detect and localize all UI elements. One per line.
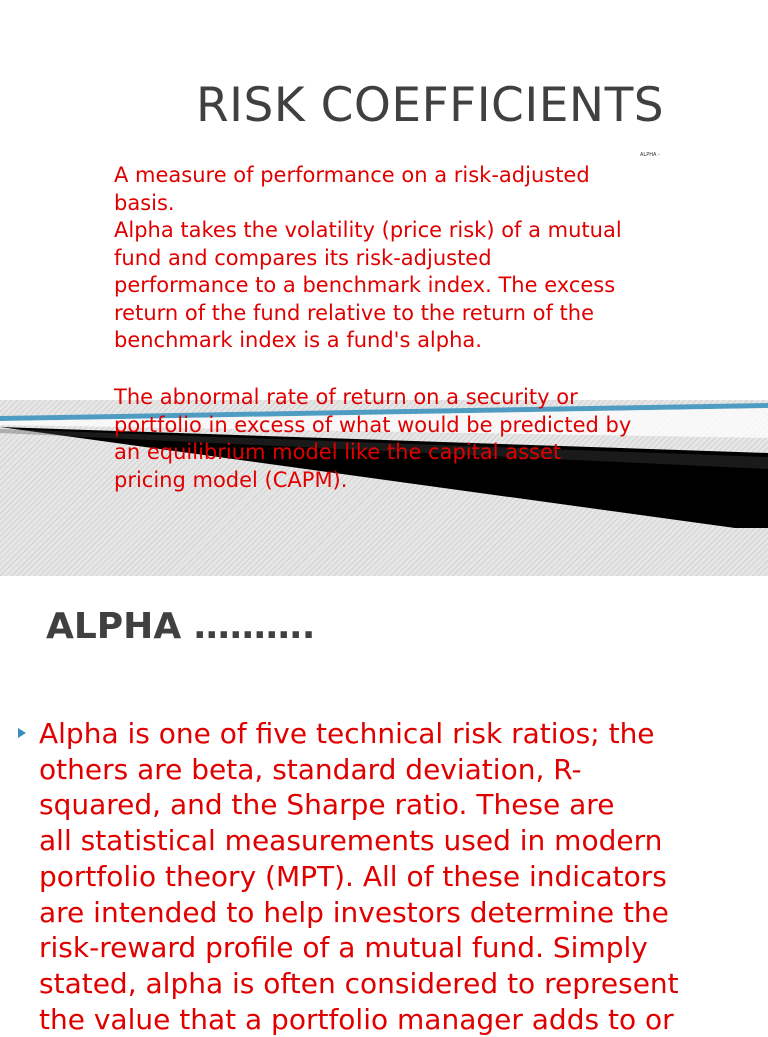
alpha-heading: ALPHA ……….	[46, 606, 316, 647]
text-line: others are beta, standard deviation, R-	[39, 752, 582, 786]
alpha-body-text	[39, 716, 759, 1037]
text-line: portfolio theory (MPT). All of these indicators	[39, 859, 667, 893]
text-line: fund and compares its risk-adjusted	[114, 245, 492, 270]
text-line: Alpha is one of five technical risk ratios; the	[39, 717, 655, 750]
text-line: return of the fund relative to the return of the	[114, 300, 595, 325]
text-line: Alpha takes the volatility (price risk) of a mutual	[114, 218, 622, 242]
text-line: stated, alpha is often considered to represent	[39, 966, 679, 1000]
text-line: all statistical measurements used in modern	[39, 824, 663, 858]
triangle-bullet-icon	[18, 728, 26, 738]
text-line: benchmark index is a fund's alpha.	[114, 328, 482, 352]
text-line: portfolio in excess of what would be predicted by	[114, 412, 632, 437]
text-line: pricing model (CAPM).	[114, 467, 348, 492]
text-line: risk-reward profile of a mutual fund. Simply	[39, 931, 648, 965]
text-line: A measure of performance on a risk-adjusted	[114, 163, 590, 187]
text-line: basis.	[114, 190, 175, 215]
text-line: squared, and the Sharpe ratio. These are	[39, 788, 615, 822]
text-line: The abnormal rate of return on a security or	[114, 385, 578, 409]
alpha-definition-paragraph	[114, 162, 674, 355]
text-line: performance to a benchmark index. The excess	[114, 273, 616, 297]
abnormal-return-paragraph	[114, 384, 674, 494]
text-line: an equilibrium model like the capital asset	[114, 440, 562, 464]
text-line: are intended to help investors determine the	[39, 895, 669, 929]
text-line: the value that a portfolio manager adds to or	[39, 1002, 674, 1036]
slide-title: RISK COEFFICIENTS	[196, 78, 665, 133]
alpha-tiny-label: ALPHA -	[640, 152, 660, 158]
